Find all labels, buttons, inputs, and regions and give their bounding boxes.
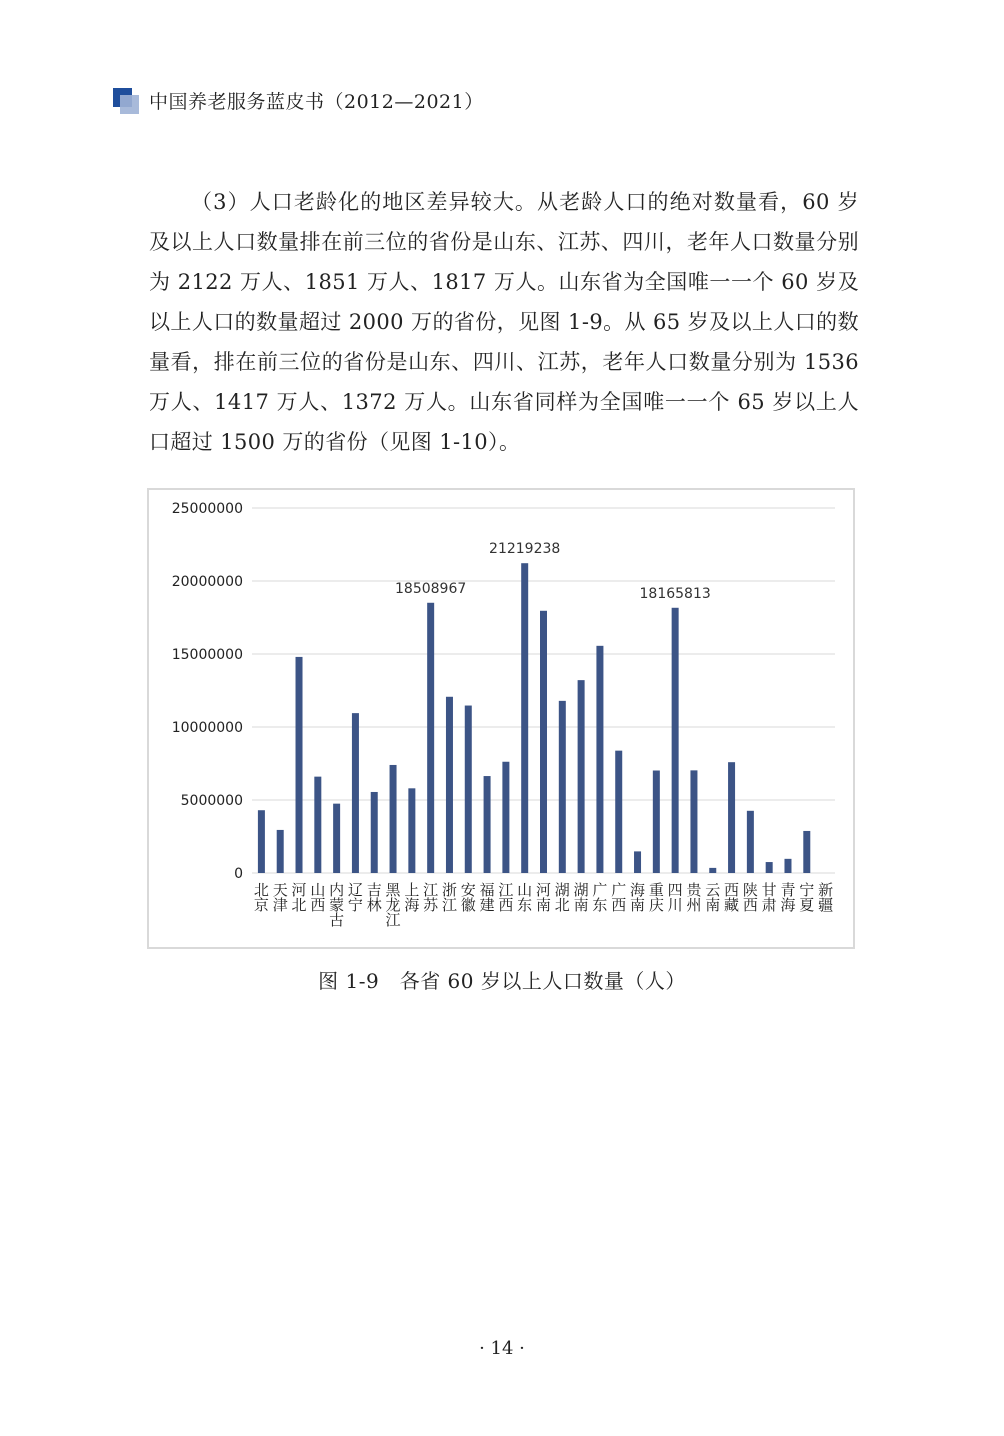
bar-16 <box>559 701 566 873</box>
bar-3 <box>314 777 321 873</box>
bar-13 <box>502 762 509 873</box>
bar-6 <box>371 792 378 873</box>
bar-14 <box>521 563 528 873</box>
x-tick-label: 山西 <box>310 881 326 914</box>
bar-19 <box>615 751 622 873</box>
x-tick-label: 河南 <box>535 881 552 914</box>
bar-4 <box>333 804 340 873</box>
bar-26 <box>747 811 754 873</box>
x-tick-label: 贵州 <box>686 881 702 914</box>
x-tick-label: 广东 <box>592 881 608 914</box>
bar-12 <box>484 776 491 873</box>
x-tick-label: 江西 <box>498 881 514 914</box>
bar-1 <box>277 830 284 873</box>
bar-22 <box>672 608 679 873</box>
x-tick-label: 内蒙古 <box>329 881 345 929</box>
bar-15 <box>540 611 547 873</box>
bar-24 <box>709 868 716 873</box>
figure-caption: 图 1-9 各省 60 岁以上人口数量（人） <box>318 969 686 993</box>
x-tick-label: 四川 <box>667 881 683 914</box>
y-tick-label: 20000000 <box>171 574 243 590</box>
x-tick-label: 甘肃 <box>761 881 777 914</box>
bar-2 <box>296 657 303 873</box>
bar-29 <box>803 831 810 873</box>
bar-9 <box>427 603 434 873</box>
bar-7 <box>390 765 397 873</box>
bar-28 <box>784 859 791 873</box>
data-label: 21219238 <box>489 541 561 558</box>
x-tick-label: 广西 <box>611 881 627 914</box>
bar-23 <box>690 770 697 873</box>
book-logo-icon <box>113 88 139 114</box>
bar-21 <box>653 771 660 873</box>
bar-18 <box>596 646 603 873</box>
body-paragraph: （3）人口老龄化的地区差异较大。从老龄人口的绝对数量看，60 岁及以上人口数量排在前三位的省份是山东、江苏、四川，老年人口数量分别为 2122 万人、1851 万人、1817 万人。山东省为全国唯一一个 60 岁及以上人口的数量超过 2000 万的省份，见图 1-9。从 65 岁及以上人口的数量看，排在前三位的省份是山东、四川、江苏，老年人口数量分别为 1536 万人、1417 万人、1372 万人。山东省同样为全国唯一一个 65 岁以上人口超过 1500 万的省份（见图 1-10）。 <box>149 190 859 454</box>
x-tick-label: 青海 <box>780 881 796 914</box>
y-tick-label: 5000000 <box>180 793 243 809</box>
bar-17 <box>578 680 585 873</box>
x-tick-label: 北京 <box>253 881 269 914</box>
x-tick-label: 湖北 <box>554 881 570 914</box>
x-tick-label: 江苏 <box>423 881 439 914</box>
x-tick-label: 天津 <box>272 881 288 914</box>
x-tick-label: 黑龙江 <box>385 881 401 929</box>
y-tick-label: 0 <box>234 866 243 882</box>
bar-27 <box>766 862 773 873</box>
page-number: · 14 · <box>479 1338 525 1359</box>
bar-11 <box>465 706 472 873</box>
x-tick-label: 云南 <box>705 881 721 914</box>
x-tick-label: 湖南 <box>573 881 589 914</box>
bar-10 <box>446 697 453 873</box>
x-tick-label: 上海 <box>404 881 420 914</box>
y-tick-label: 25000000 <box>171 501 243 517</box>
x-tick-label: 西藏 <box>724 881 740 914</box>
x-tick-label: 吉林 <box>366 881 382 914</box>
bar-5 <box>352 713 359 873</box>
x-tick-label: 福建 <box>479 881 495 914</box>
x-tick-label: 宁夏 <box>799 881 815 914</box>
bar-20 <box>634 851 641 873</box>
bar-25 <box>728 762 735 873</box>
x-tick-label: 河北 <box>291 881 307 914</box>
x-tick-label: 新疆 <box>818 881 834 914</box>
x-tick-label: 陕西 <box>742 881 758 914</box>
bar-8 <box>408 788 415 873</box>
x-tick-label: 浙江 <box>441 881 457 914</box>
x-tick-label: 山东 <box>517 881 533 914</box>
y-tick-label: 15000000 <box>171 647 243 663</box>
bar-0 <box>258 810 265 873</box>
x-tick-label: 安徽 <box>460 881 476 914</box>
x-tick-label: 海南 <box>630 881 646 914</box>
data-label: 18165813 <box>639 585 711 602</box>
population-bar-chart <box>147 488 855 949</box>
header-title: 中国养老服务蓝皮书（2012—2021） <box>149 91 484 113</box>
y-tick-label: 10000000 <box>171 720 243 736</box>
data-label: 18508967 <box>395 580 467 597</box>
x-tick-label: 辽宁 <box>347 881 363 914</box>
x-tick-label: 重庆 <box>648 881 664 914</box>
